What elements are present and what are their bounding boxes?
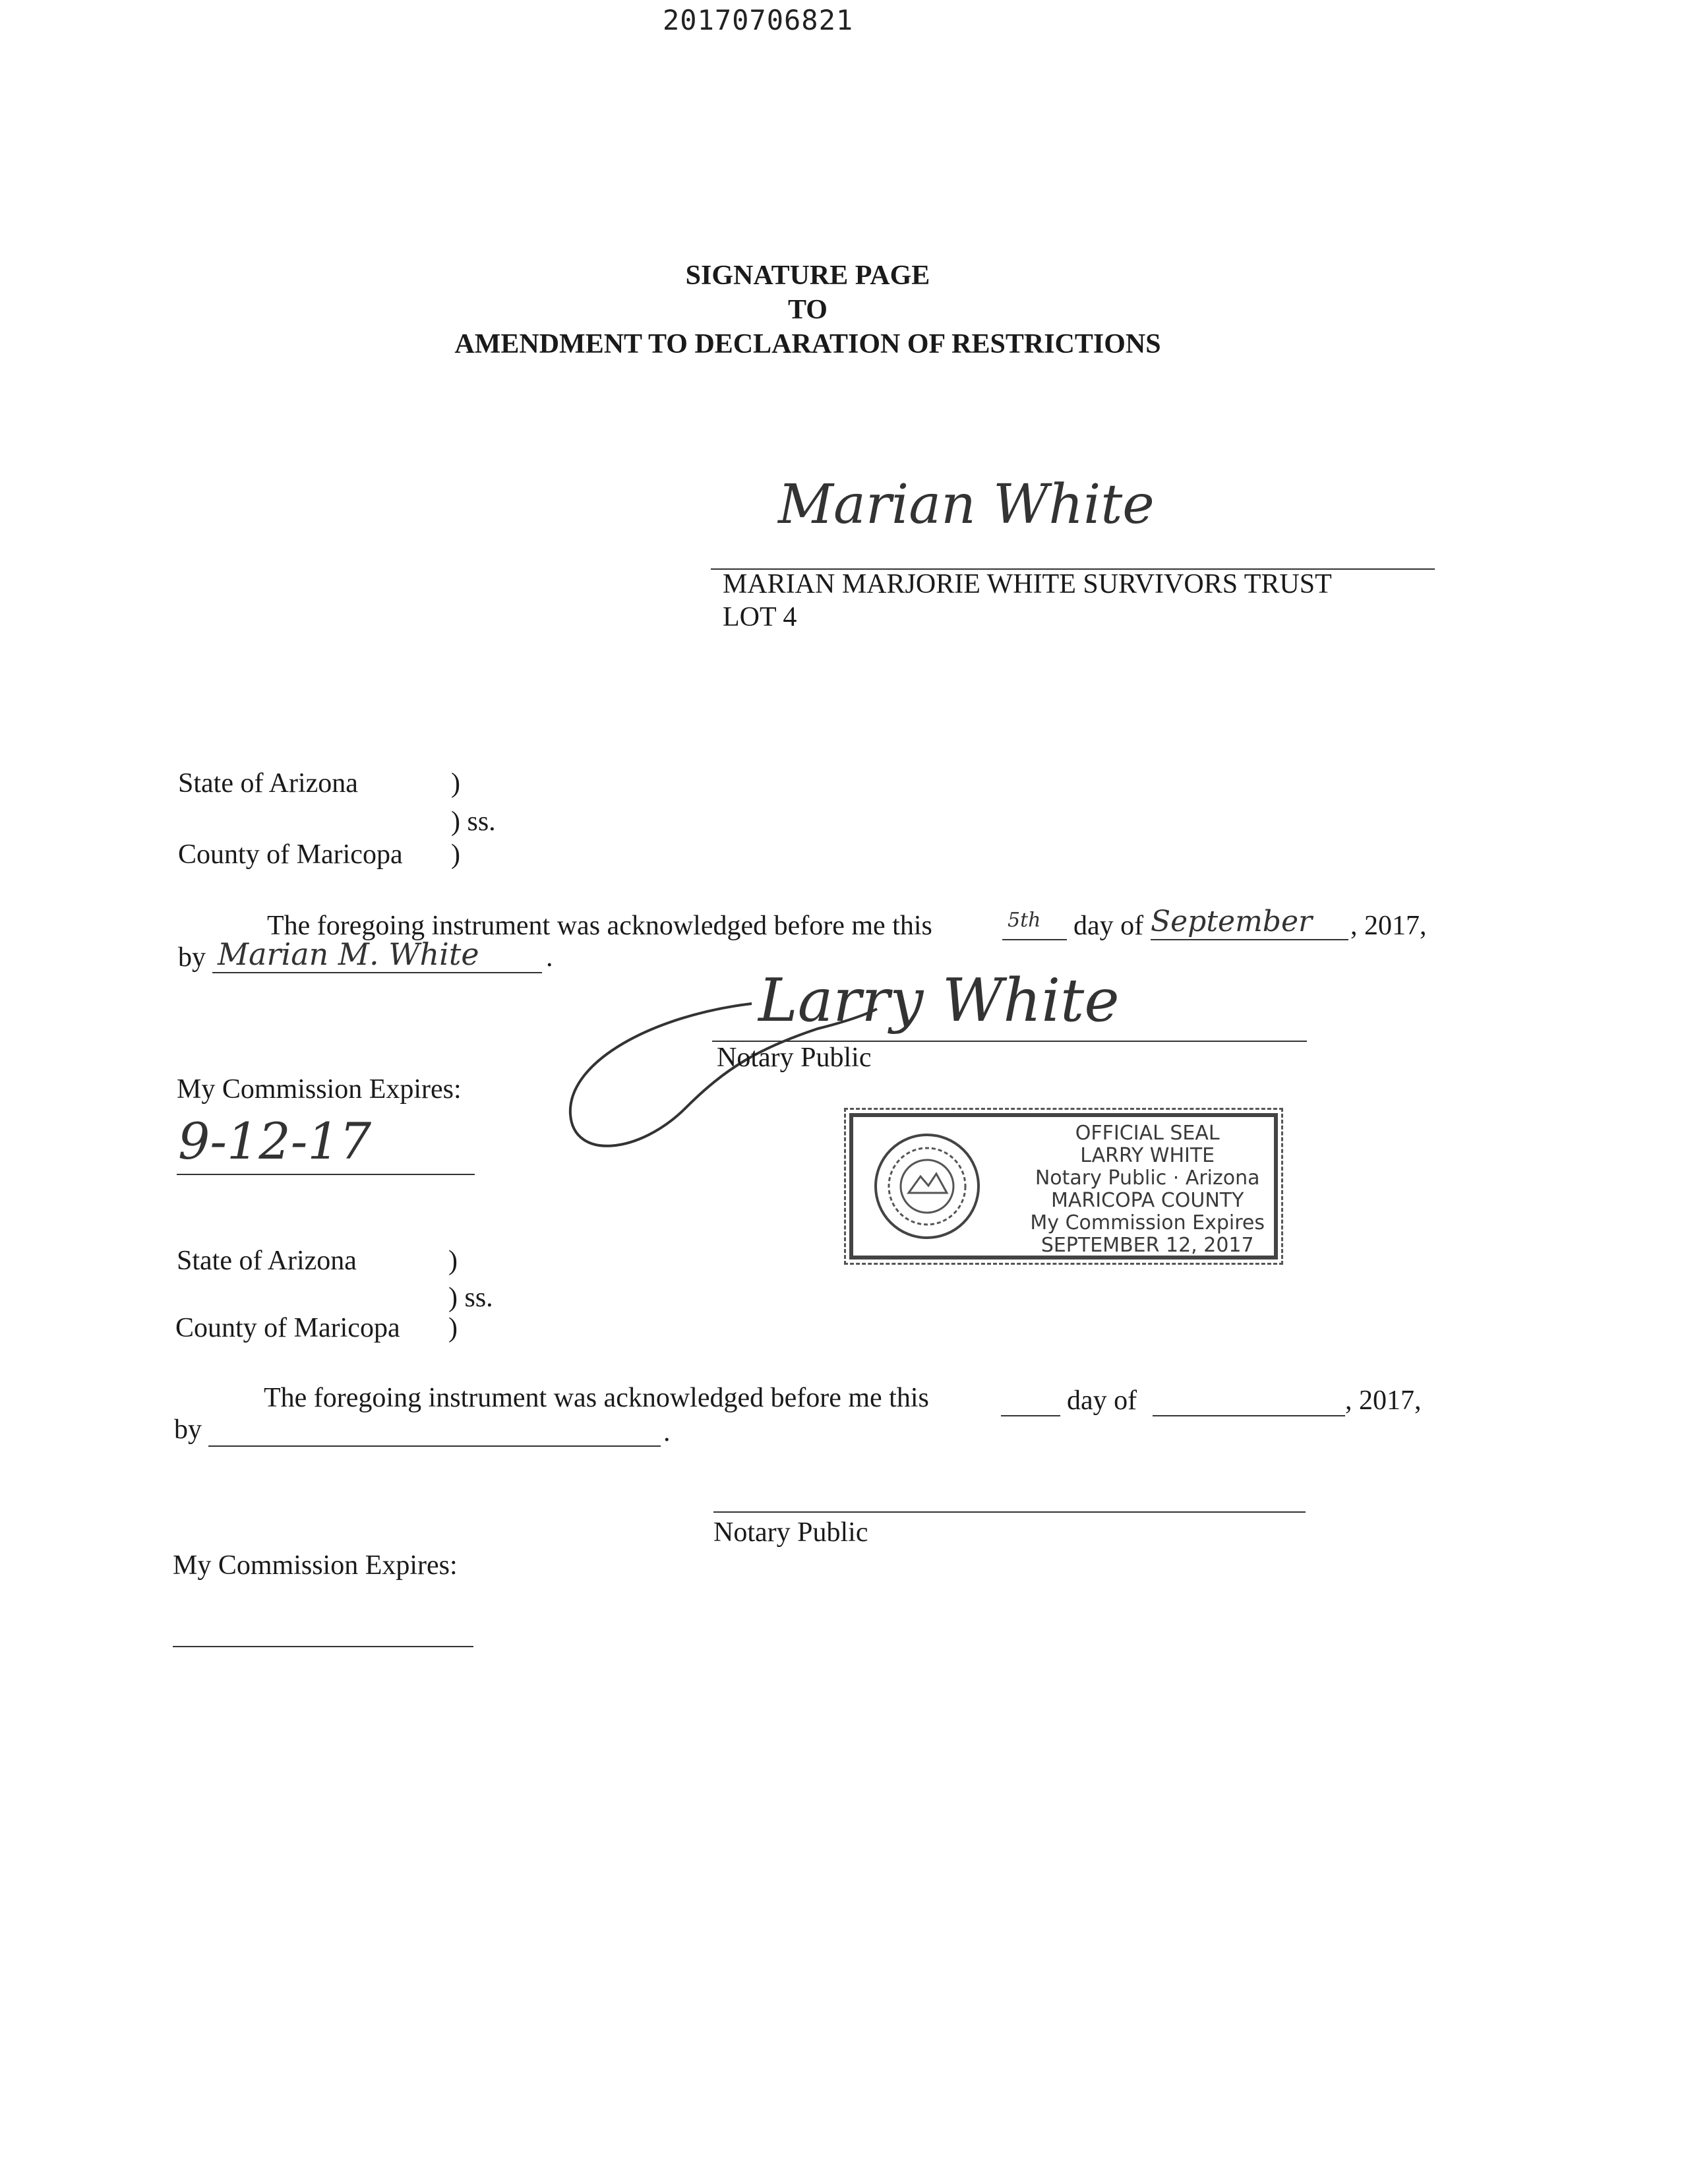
by-line-1 [212, 972, 542, 973]
seal-line-3: Notary Public · Arizona [1035, 1167, 1260, 1190]
ack-text-1: The foregoing instrument was acknowledged before me this [267, 911, 932, 941]
venue-ss-1: ) ss. [451, 806, 496, 837]
seal-text-block [1030, 1122, 1265, 1257]
seal-line-2: LARRY WHITE [1080, 1144, 1215, 1167]
venue-paren-1b: ) [451, 839, 460, 870]
state-label-2: State of Arizona [177, 1246, 357, 1276]
ack-year-1: , 2017, [1350, 911, 1427, 941]
venue-paren-1a: ) [451, 768, 460, 799]
ack-month-value-1: September [1151, 905, 1313, 938]
state-label-1: State of Arizona [178, 768, 358, 799]
ack-day-label-2: day of [1067, 1385, 1137, 1416]
seal-line-6: SEPTEMBER 12, 2017 [1040, 1234, 1254, 1257]
ack-text-2: The foregoing instrument was acknowledged before me this [264, 1383, 929, 1413]
title-line-1: SIGNATURE PAGE [685, 260, 930, 291]
ack-day-label-1: day of [1073, 911, 1144, 941]
trust-lot: LOT 4 [723, 602, 797, 632]
official-seal-stamp [849, 1113, 1278, 1259]
notary-signature-1: Larry White [758, 966, 1120, 1035]
ack-month-line-2 [1153, 1415, 1345, 1416]
expires-label-2: My Commission Expires: [173, 1550, 458, 1581]
venue-paren-2a: ) [448, 1246, 458, 1276]
expires-label-1: My Commission Expires: [177, 1074, 462, 1105]
seal-line-4: MARICOPA COUNTY [1050, 1189, 1244, 1212]
county-label-2: County of Maricopa [175, 1313, 400, 1343]
by-label-2: by [174, 1414, 202, 1445]
ack-year-2: , 2017, [1345, 1385, 1422, 1416]
seal-line-5: My Commission Expires [1030, 1211, 1265, 1234]
by-period-2: . [663, 1417, 671, 1447]
expires-line-1 [177, 1174, 475, 1175]
seal-line-1: OFFICIAL SEAL [1075, 1122, 1220, 1145]
notary-label-1: Notary Public [717, 1043, 872, 1073]
title-line-2: TO [788, 295, 828, 325]
title-line-3: AMENDMENT TO DECLARATION OF RESTRICTIONS [454, 329, 1161, 359]
ack-month-line-1 [1151, 939, 1348, 940]
trust-name: MARIAN MARJORIE WHITE SURVIVORS TRUST [723, 569, 1332, 599]
ack-day-line-1 [1002, 939, 1067, 940]
ack-day-value-1: 5th [1008, 909, 1041, 932]
by-label-1: by [178, 942, 206, 973]
state-seal-emblem-icon [868, 1130, 986, 1242]
by-line-2 [208, 1445, 661, 1447]
venue-paren-2b: ) [448, 1313, 458, 1343]
notary-label-2: Notary Public [713, 1517, 868, 1548]
notary-line-2 [713, 1511, 1306, 1513]
ack-day-line-2 [1001, 1415, 1060, 1416]
county-label-1: County of Maricopa [178, 839, 403, 870]
by-period-1: . [546, 942, 553, 973]
by-value-1: Marian M. White [218, 936, 479, 972]
expires-value-1: 9-12-17 [178, 1112, 372, 1170]
trust-signature: Marian White [778, 473, 1155, 536]
expires-line-2 [173, 1646, 473, 1647]
recording-number: 20170706821 [663, 4, 854, 36]
venue-ss-2: ) ss. [448, 1283, 493, 1313]
